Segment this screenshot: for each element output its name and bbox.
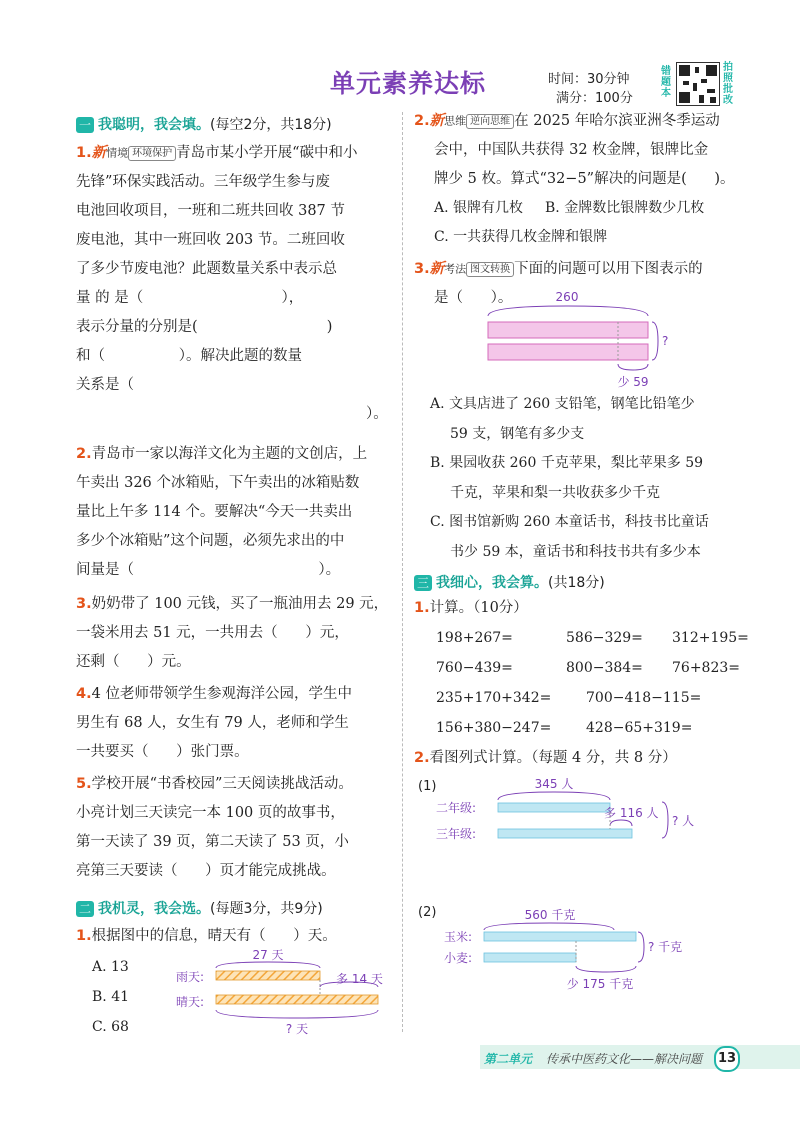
question-text: ）。 xyxy=(366,406,388,422)
tag-label: 环境保护 xyxy=(128,146,176,161)
corn-label: 玉米: xyxy=(444,930,473,944)
page-title: 单元素养达标 xyxy=(330,69,487,98)
option-c[interactable] xyxy=(430,508,770,567)
question-text: 4 位老师带领学生参观海洋公园，学生中 xyxy=(91,686,352,702)
calc-6: 76+823= xyxy=(672,660,740,676)
page-number: 13 xyxy=(714,1046,740,1072)
question-text: 电池回收项目，一班和二班共回收 387 节 xyxy=(76,203,345,219)
question-text: 小亮计划三天读完一本 100 页的故事书， xyxy=(76,805,345,821)
tag-word: 情境 xyxy=(106,146,129,160)
question-number: 2. xyxy=(414,113,430,129)
top-brace xyxy=(484,923,614,930)
question-text: 了多少节废电池？此题数量关系中表示总 xyxy=(76,261,337,277)
total-label: ? 人 xyxy=(672,814,695,828)
question-1-4 xyxy=(76,680,396,767)
grade3-bar xyxy=(498,829,632,838)
total-label: ? 千克 xyxy=(648,940,683,954)
tag-word: 思维 xyxy=(444,114,467,128)
question-text: 青岛市一家以海洋文化为主题的文创店，上 xyxy=(91,446,368,462)
question-text: 多少个冰箱贴”这个问题，必须先求出的中 xyxy=(76,533,345,549)
question-number: 3. xyxy=(76,596,92,612)
right-brace xyxy=(652,322,658,360)
question-1-1 xyxy=(76,138,396,429)
more-label: 多 116 人 xyxy=(604,806,659,820)
question-1-2 xyxy=(76,440,396,585)
question-text: 亮第三天要读（ ）页才能完成挑战。 xyxy=(76,863,336,879)
question-text: 量比上午多 114 个。要解决“今天一共卖出 xyxy=(76,504,353,520)
wheat-label: 小麦: xyxy=(444,951,473,965)
less-label: 少 175 千克 xyxy=(566,977,634,991)
option-a[interactable]: A. 银牌有几枚 xyxy=(434,200,524,216)
bottom-label: ? 天 xyxy=(285,1022,309,1036)
section-points: (每空2分，共18分) xyxy=(210,117,332,133)
top-brace xyxy=(488,306,648,316)
rain-bar xyxy=(216,971,320,980)
question-number: 1. xyxy=(76,145,92,161)
new-badge: 新 xyxy=(91,144,107,161)
full-score: 满分：100分 xyxy=(556,91,633,106)
less-label: 少 59 xyxy=(617,375,649,389)
top-label: 560 千克 xyxy=(524,908,576,922)
rain-sunny-diagram xyxy=(170,940,390,1040)
question-mark: ? xyxy=(662,334,669,348)
section-heading: 我细心，我会算。 xyxy=(436,575,548,591)
section-2-header xyxy=(76,898,323,918)
section-points: (每题3分，共9分) xyxy=(210,901,323,917)
top-label: 345 人 xyxy=(534,777,574,791)
section-number: 三 xyxy=(414,575,432,591)
question-text: 会中，中国队共获得 32 枚金牌，银牌比金 xyxy=(434,142,709,158)
question-text: 男生有 68 人，女生有 79 人，老师和学生 xyxy=(76,715,349,731)
part-label: (2) xyxy=(418,905,437,920)
option-b[interactable]: B. 金牌数比银牌数少几枚 xyxy=(545,200,705,216)
option-a[interactable]: A. 13 xyxy=(92,959,129,975)
section-number: 二 xyxy=(76,901,94,917)
option-b[interactable]: B. 41 xyxy=(92,989,130,1005)
question-text: 是（ ）。 xyxy=(434,290,513,306)
bar-one xyxy=(488,322,648,338)
option-text: 千克，苹果和梨一共收获多少千克 xyxy=(450,484,660,501)
question-text: 和（ ）。解决此题的数量 xyxy=(76,348,302,364)
question-text: 青岛市某小学开展“碳中和小 xyxy=(176,145,358,161)
calc-8: 700−418−115= xyxy=(586,690,702,706)
question-2-2 xyxy=(414,106,754,252)
question-text: 牌少 5 枚。算式“32−5”解决的问题是( )。 xyxy=(434,171,735,187)
question-text: 午卖出 326 个冰箱贴，下午卖出的冰箱贴数 xyxy=(76,475,360,491)
section-number: 一 xyxy=(76,117,94,133)
question-number: 1. xyxy=(414,600,430,616)
footer-unit: 第二单元 xyxy=(484,1052,533,1066)
question-number: 5. xyxy=(76,776,92,792)
question-number: 2. xyxy=(414,750,430,766)
question-1-3 xyxy=(76,590,396,677)
footer-topic: 传承中医药文化——解决问题 xyxy=(546,1052,703,1066)
grade2-label: 二年级: xyxy=(436,801,477,815)
tag-label: 逆向思维 xyxy=(466,114,514,129)
question-text: 奶奶带了 100 元钱，买了一瓶油用去 29 元， xyxy=(91,596,389,612)
calc-2: 586−329= xyxy=(566,630,643,646)
photo-grade-label: 拍 照 批 改 xyxy=(723,62,733,106)
question-text: 第一天读了 39 页，第二天读了 53 页，小 xyxy=(76,834,349,850)
section-points: (共18分) xyxy=(548,575,605,591)
option-c[interactable]: C. 68 xyxy=(92,1019,129,1035)
option-text: A. 文具店进了 260 支铅笔，钢笔比铅笔少 xyxy=(430,396,695,412)
more-brace xyxy=(610,820,632,826)
option-c[interactable]: C. 一共获得几枚金牌和银牌 xyxy=(434,229,608,245)
total-brace xyxy=(638,932,644,962)
options-2-3 xyxy=(430,390,770,567)
total-brace xyxy=(662,802,668,838)
option-text: C. 图书馆新购 260 本童话书，科技书比童话 xyxy=(430,514,709,530)
crop-diagram xyxy=(414,896,734,996)
figure-260-diagram xyxy=(482,286,692,392)
bottom-brace xyxy=(216,1010,378,1018)
option-text: B. 果园收获 260 千克苹果，梨比苹果多 59 xyxy=(430,455,704,471)
question-text: 学校开展“书香校园”三天阅读挑战活动。 xyxy=(91,776,353,792)
sunny-label: 晴天: xyxy=(176,995,205,1009)
question-1-5 xyxy=(76,770,396,886)
question-text: 表示分量的分别是( ) xyxy=(76,319,333,335)
column-divider xyxy=(402,112,403,1032)
grade2-bar xyxy=(498,803,610,812)
bar-two xyxy=(488,344,648,360)
question-number: 2. xyxy=(76,446,92,462)
tag-label: 图文转换 xyxy=(466,262,514,277)
question-text: 量 的 是（ ）， xyxy=(76,290,304,306)
question-text: 废电池，其中一班回收 203 节。二班回收 xyxy=(76,232,345,248)
section-heading: 我聪明，我会填。 xyxy=(98,117,210,133)
top-label: 260 xyxy=(555,290,579,304)
options-2-1 xyxy=(92,952,129,1042)
time-limit: 时间：30分钟 xyxy=(548,72,630,87)
option-text: 59 支，钢笔有多少支 xyxy=(450,425,585,442)
top-brace xyxy=(216,962,320,968)
grade-diagram xyxy=(414,774,734,854)
calc-9: 156+380−247= xyxy=(436,720,552,736)
question-text: 先锋”环保实践活动。三年级学生参与废 xyxy=(76,174,330,190)
corn-bar xyxy=(484,932,636,941)
question-number: 3. xyxy=(414,261,430,277)
question-number: 1. xyxy=(76,928,92,944)
top-label: 27 天 xyxy=(252,948,284,962)
question-text: 看图列式计算。（每题 4 分，共 8 分） xyxy=(429,750,677,766)
calc-5: 800−384= xyxy=(566,660,643,676)
question-text: 一袋米用去 51 元，一共用去（ ）元， xyxy=(76,625,349,641)
question-text: 计算。（10分） xyxy=(429,600,528,616)
section-3-header xyxy=(414,572,605,592)
less-brace xyxy=(618,364,648,370)
tag-word: 考法 xyxy=(444,262,467,276)
calc-3: 312+195= xyxy=(672,630,749,646)
question-3-2 xyxy=(414,744,677,773)
less-brace xyxy=(576,966,636,972)
section-1-header xyxy=(76,114,332,134)
top-brace xyxy=(498,792,610,800)
option-b[interactable] xyxy=(430,449,770,508)
question-text: 根据图中的信息，晴天有（ ）天。 xyxy=(91,928,337,944)
sunny-bar xyxy=(216,995,378,1004)
question-text: 在 2025 年哈尔滨亚洲冬季运动 xyxy=(514,113,720,129)
question-number: 4. xyxy=(76,686,92,702)
wheat-bar xyxy=(484,953,576,962)
new-badge: 新 xyxy=(429,112,445,129)
question-text: 一共要买（ ）张门票。 xyxy=(76,744,249,760)
section-heading: 我机灵，我会选。 xyxy=(98,901,210,917)
part-label: (1) xyxy=(418,779,437,794)
calc-4: 760−439= xyxy=(436,660,513,676)
grade3-label: 三年级: xyxy=(436,827,477,841)
calc-10: 428−65+319= xyxy=(586,720,693,736)
question-text: 关系是（ xyxy=(76,377,134,393)
wrong-book-label: 错 题 本 xyxy=(661,66,671,99)
question-text: 下面的问题可以用下图表示的 xyxy=(514,261,703,277)
question-3-1 xyxy=(414,594,528,623)
option-text: 书少 59 本，童话书和科技书共有多少本 xyxy=(450,543,701,560)
calc-7: 235+170+342= xyxy=(436,690,552,706)
question-text: 间量是（ ）。 xyxy=(76,562,341,578)
option-a[interactable] xyxy=(430,390,770,449)
new-badge: 新 xyxy=(429,260,445,277)
more-label: 多 14 天 xyxy=(336,972,383,986)
question-text: 还剩（ ）元。 xyxy=(76,654,191,670)
calc-1: 198+267= xyxy=(436,630,513,646)
qr-code-icon[interactable] xyxy=(676,62,720,106)
rain-label: 雨天: xyxy=(176,970,205,984)
